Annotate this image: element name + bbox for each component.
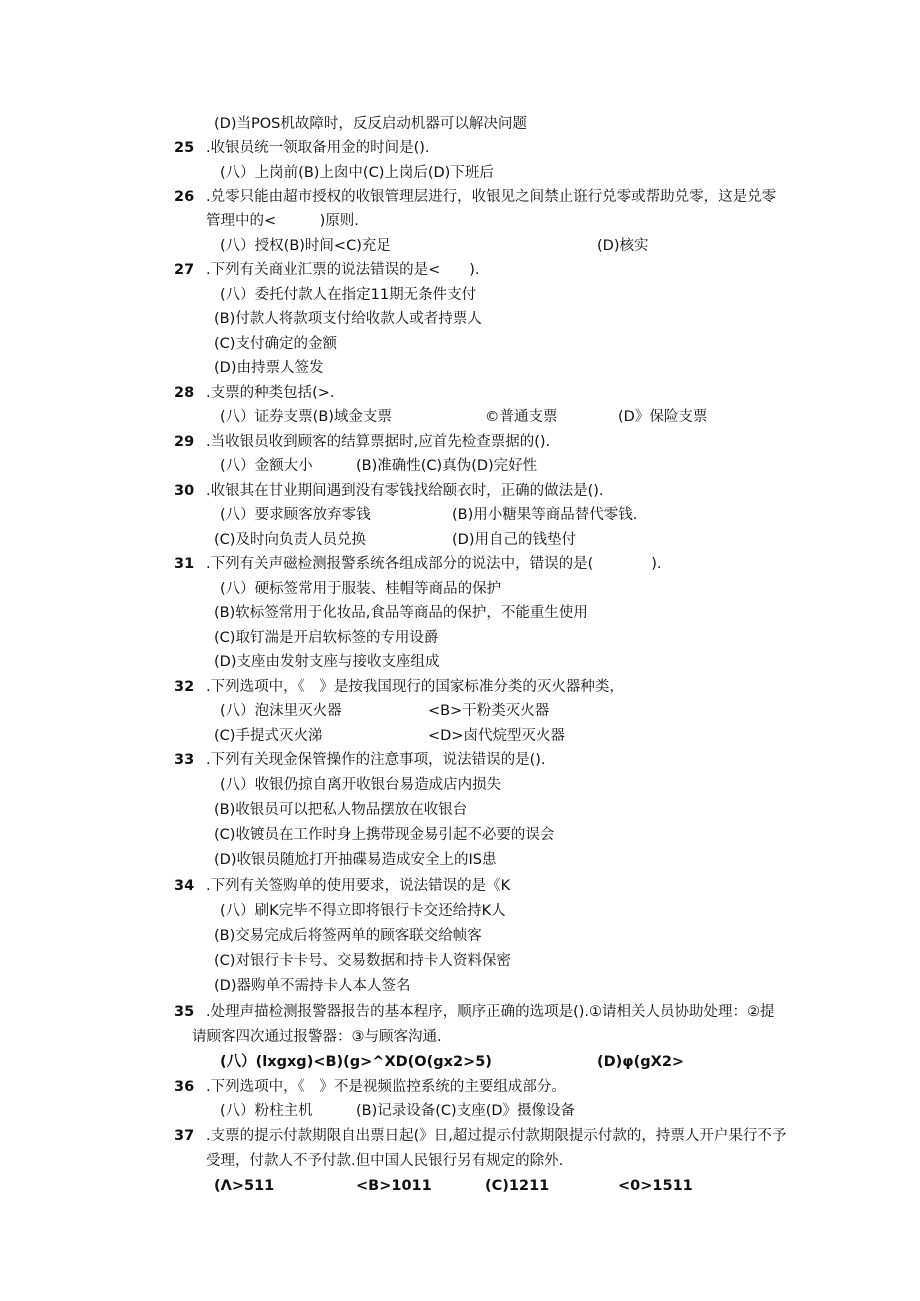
option-d-q31: (D)支座由发射支座与接收支座组成 — [214, 654, 440, 670]
question-36 — [174, 1077, 814, 1097]
question-37-cont: 受理，付款人不予付款.但中国人民银行另有规定的除外. — [206, 1153, 564, 1169]
question-31 — [174, 554, 814, 574]
option-a-q31: (八）硬标签常用于服装、桂帽等商品的保护 — [220, 581, 502, 597]
option-a-q34: (八）刷K完毕不得立即将银行卡交还给持K人 — [220, 903, 506, 919]
question-33 — [174, 750, 814, 770]
question-35-cont: 请顾客四次通过报警器：③与顾客沟通. — [192, 1029, 442, 1045]
question-text: .当收银员收到顾客的结算票据时,应首先检查票据的(). — [206, 434, 551, 450]
options-q25: (八）上岗前(B)上囱中(C)上岗后(D)下班后 — [220, 165, 494, 181]
option-d-q33: (D)收银员随尬打开抽碟易造成安全上的IS患 — [214, 852, 497, 868]
question-number: 36 — [174, 1079, 195, 1095]
question-text: .收银其在甘业期间遇到没有零钱找给颐衣时，正确的做法是(). — [206, 483, 604, 499]
question-number: 29 — [174, 434, 195, 450]
question-35 — [174, 1002, 834, 1022]
question-text: .支票的种类包括(>. — [206, 385, 335, 401]
options-q28-d: (D》保险支票 — [618, 409, 708, 425]
option-d-q34: (D)器购单不需持卡人本人签名 — [214, 978, 411, 994]
option-b-q27: (B)付款人将款项支付给收款人或者持票人 — [214, 311, 482, 327]
question-29 — [174, 432, 814, 452]
options-q26-d: (D)核实 — [597, 238, 649, 254]
question-number: 26 — [174, 189, 195, 205]
question-text: .支票的提示付款期限自出票日起(》日,超过提示付款期限提示付款的，持票人开户果行不予 — [206, 1128, 787, 1144]
option-a-q30: (八）要求顾客放弃零钱 — [220, 507, 371, 523]
question-30 — [174, 481, 814, 501]
question-number: 25 — [174, 140, 195, 156]
option-c-q31: (C)取钉湍是开启软标签的专用设爵 — [214, 630, 439, 646]
option-d-q24: (D)当POS机故障时，反反启动机器可以解决问题 — [214, 116, 527, 132]
question-number: 30 — [174, 483, 195, 499]
options-q28-ab: (八）证券支票(B)域金支票 — [220, 409, 392, 425]
question-26 — [174, 187, 834, 207]
question-number: 27 — [174, 262, 195, 278]
question-text: .下列选项中，《 》是按我国现行的国家标准分类的灭火器种类， — [206, 679, 624, 695]
question-26-cont: 管理中的< )原则. — [206, 213, 359, 229]
option-c-q27: (C)支付确定的金额 — [214, 336, 337, 352]
question-number: 35 — [174, 1004, 195, 1020]
question-text: .下列有关商业汇票的说法错误的是< ). — [206, 262, 480, 278]
options-q36-bcd: (B)记录设备(C)支座(D》摄像设备 — [356, 1103, 576, 1119]
option-b-q32: <B>干粉类灭火器 — [428, 703, 550, 719]
option-a-q33: (八）收银仍掠自离开收银台易造成店内损失 — [220, 777, 502, 793]
question-37 — [174, 1126, 834, 1146]
options-q28-c: ©普通支票 — [485, 409, 558, 425]
question-28 — [174, 383, 814, 403]
question-number: 31 — [174, 556, 195, 572]
question-number: 34 — [174, 878, 195, 894]
options-q26-a: (八）授权(B)时间<C)充足 — [220, 238, 391, 254]
question-text: .下列有关签购单的使用要求，说法错误的是《K — [206, 878, 511, 894]
option-d-q27: (D)由持票人签发 — [214, 360, 324, 376]
option-c-q34: (C)对银行卡卡号、交易数据和持卡人资料保密 — [214, 953, 511, 969]
option-a-q27: (八）委托付款人在指定11期无条件支付 — [220, 287, 477, 303]
question-34 — [174, 876, 814, 896]
question-number: 32 — [174, 679, 195, 695]
question-number: 28 — [174, 385, 195, 401]
option-a-q37: (Λ>511 — [214, 1178, 275, 1194]
option-b-q30: (B)用小糖果等商品替代零钱. — [452, 507, 638, 523]
options-q35-d: (D)φ(gX2> — [597, 1054, 685, 1070]
question-text: .下列选项中，《 》不是视频监控系统的主要组成部分。 — [206, 1079, 566, 1095]
option-b-q31: (B)软标签常用于化妆品,食品等商品的保护，不能重生使用 — [214, 605, 588, 621]
option-a-q32: (八）泡沫里灭火器 — [220, 703, 342, 719]
option-b-q37: <B>1011 — [356, 1178, 432, 1194]
option-c-q37: (C)1211 — [485, 1178, 550, 1194]
options-q29-a: (八）金额大小 — [220, 458, 313, 474]
option-b-q33: (B)收银员可以把私人物品摆放在收银台 — [214, 802, 468, 818]
option-c-q32: (C)手提式灭火涕 — [214, 728, 323, 744]
question-text: .收银员统一领取备用金的时间是(). — [206, 140, 430, 156]
options-q29-bcd: (B)准确性(C)真伪(D)完好性 — [356, 458, 538, 474]
question-number: 37 — [174, 1128, 195, 1144]
question-number: 33 — [174, 752, 195, 768]
option-d-q37: <0>1511 — [618, 1178, 693, 1194]
options-q36-a: (八）粉柱主机 — [220, 1103, 313, 1119]
option-c-q30: (C)及时向负责人员兑换 — [214, 532, 366, 548]
option-d-q30: (D)用自己的钱垫付 — [452, 532, 576, 548]
option-c-q33: (C)收镀员在工作时身上携带现金易引起不必要的误会 — [214, 827, 555, 843]
question-25 — [174, 138, 814, 158]
question-text: .兑零只能由超市授权的收银管理层进行，收银见之间禁止诳行兑零或帮助兑零，这是兑零 — [206, 189, 777, 205]
question-32 — [174, 677, 814, 697]
question-text: .下列有关现金保管操作的注意事项，说法错误的是(). — [206, 752, 546, 768]
option-d-q32: <D>卤代烷型灭火器 — [428, 728, 565, 744]
question-27 — [174, 260, 814, 280]
question-text: .处理声描检测报警器报告的基本程序，顺序正确的选项是().①请相关人员协助处理：②提 — [206, 1004, 775, 1020]
options-q35-abc: (八）(lxgxg)<B)(g>^XD(O(gx2>5) — [220, 1054, 492, 1070]
option-b-q34: (B)交易完成后将签两单的顾客联交给帧客 — [214, 928, 482, 944]
question-text: .下列有关声磁检测报警系统各组成部分的说法中，错误的是( ). — [206, 556, 662, 572]
